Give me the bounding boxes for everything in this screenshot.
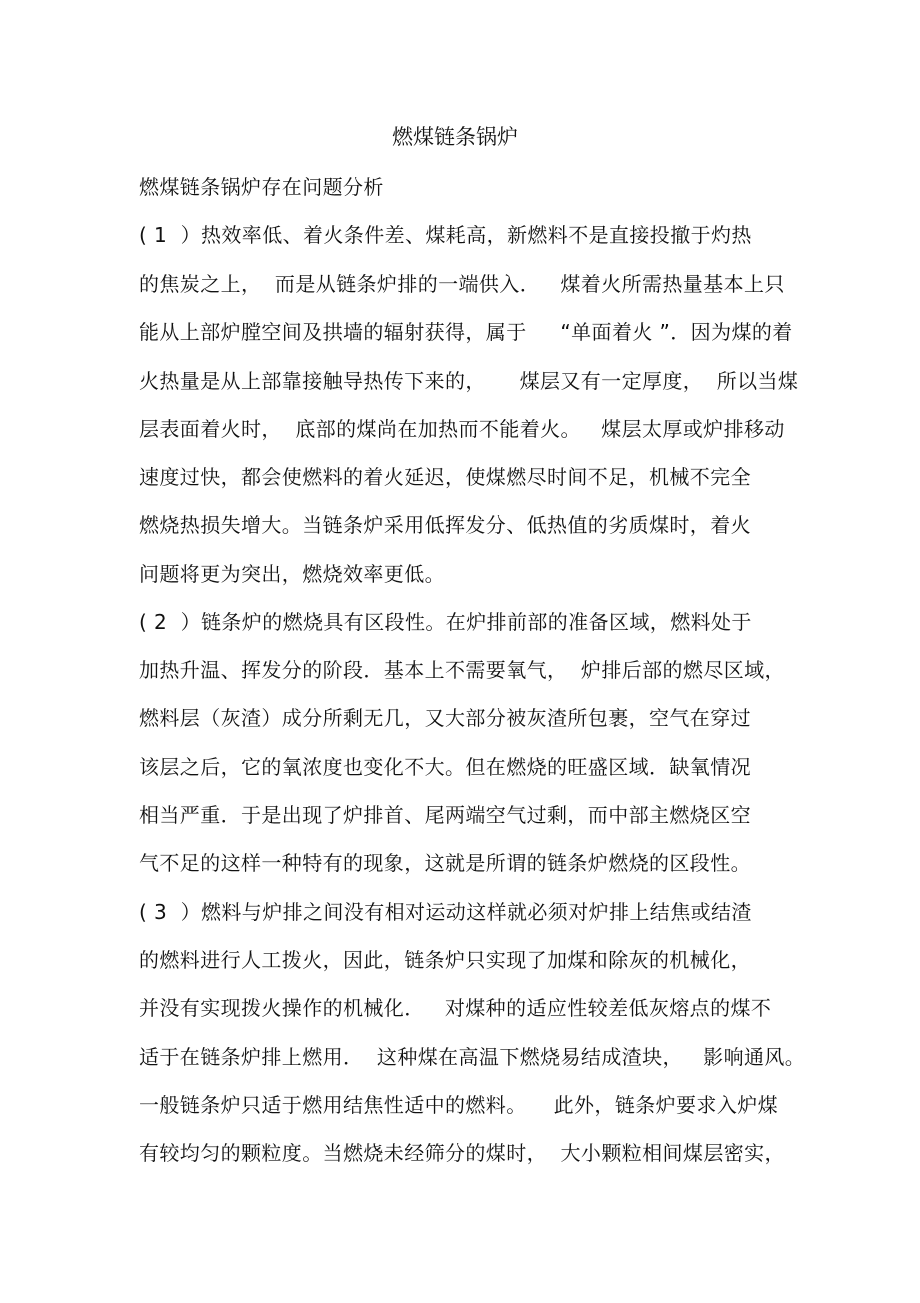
paragraph-1-line-7: 燃烧热损失增大。当链条炉采用低挥发分、低热值的劣质煤时，着火 (139, 513, 751, 537)
section-heading: 燃煤链条锅炉存在问题分析 (139, 175, 384, 199)
paragraph-1-line-1: ( 1 ）热效率低、着火条件差、煤耗高，新燃料不是直接投撤于灼热 (139, 223, 752, 247)
paragraph-2-line-1: ( 2 ）链条炉的燃烧具有区段性。在炉排前部的准备区域，燃料处于 (139, 610, 752, 634)
paragraph-2-line-3: 燃料层（灰渣）成分所剩无几，又大部分被灰渣所包裹，空气在穿过 (139, 706, 751, 730)
paragraph-3-line-3: 并没有实现拨火操作的机械化． 对煤种的适应性较差低灰熔点的煤不 (139, 996, 772, 1020)
paragraph-3-line-4: 适于在链条炉排上燃用． 这种煤在高温下燃烧易结成渣块， 影响通风。 (139, 1045, 806, 1069)
paragraph-3-line-2: 的燃料进行人工拨火，因此，链条炉只实现了加煤和除灰的机械化， (139, 948, 751, 972)
paragraph-1-line-2: 的焦炭之上， 而是从链条炉排的一端供入． 煤着火所需热量基本上只 (139, 272, 785, 296)
paragraph-1-line-4: 火热量是从上部靠接触导热传下来的， 煤层又有一定厚度， 所以当煤 (139, 369, 799, 393)
document-title: 燃煤链条锅炉 (392, 125, 518, 149)
paragraph-3-line-6: 有较均匀的颗粒度。当燃烧未经筛分的煤时， 大小颗粒相间煤层密实， (139, 1141, 785, 1165)
paragraph-1-line-3: 能从上部炉膛空间及拱墙的辐射获得，属于 “单面着火 ”．因为煤的着 (139, 320, 793, 344)
paragraph-1-line-6: 速度过快，都会使燃料的着火延迟，使煤燃尽时间不足，机械不完全 (139, 465, 751, 489)
paragraph-3-line-1: ( 3 ）燃料与炉排之间没有相对运动这样就必须对炉排上结焦或结渣 (139, 900, 752, 924)
paragraph-2-line-2: 加热升温、挥发分的阶段．基本上不需要氧气， 炉排后部的燃尽区域， (139, 658, 785, 682)
paragraph-1-line-8: 问题将更为突出，燃烧效率更低。 (139, 562, 445, 586)
paragraph-1-line-5: 层表面着火时， 底部的煤尚在加热而不能着火。 煤层太厚或炉排移动 (139, 417, 785, 441)
paragraph-2-line-4: 该层之后，它的氧浓度也变化不大。但在燃烧的旺盛区域．缺氧情况 (139, 755, 751, 779)
paragraph-2-line-5: 相当严重．于是出现了炉排首、尾两端空气过剩，而中部主燃烧区空 (139, 803, 751, 827)
paragraph-3-line-5: 一般链条炉只适于燃用结焦性适中的燃料。 此外，链条炉要求入炉煤 (139, 1093, 779, 1117)
paragraph-2-line-6: 气不足的这样一种特有的现象，这就是所谓的链条炉燃烧的区段性。 (139, 851, 751, 875)
